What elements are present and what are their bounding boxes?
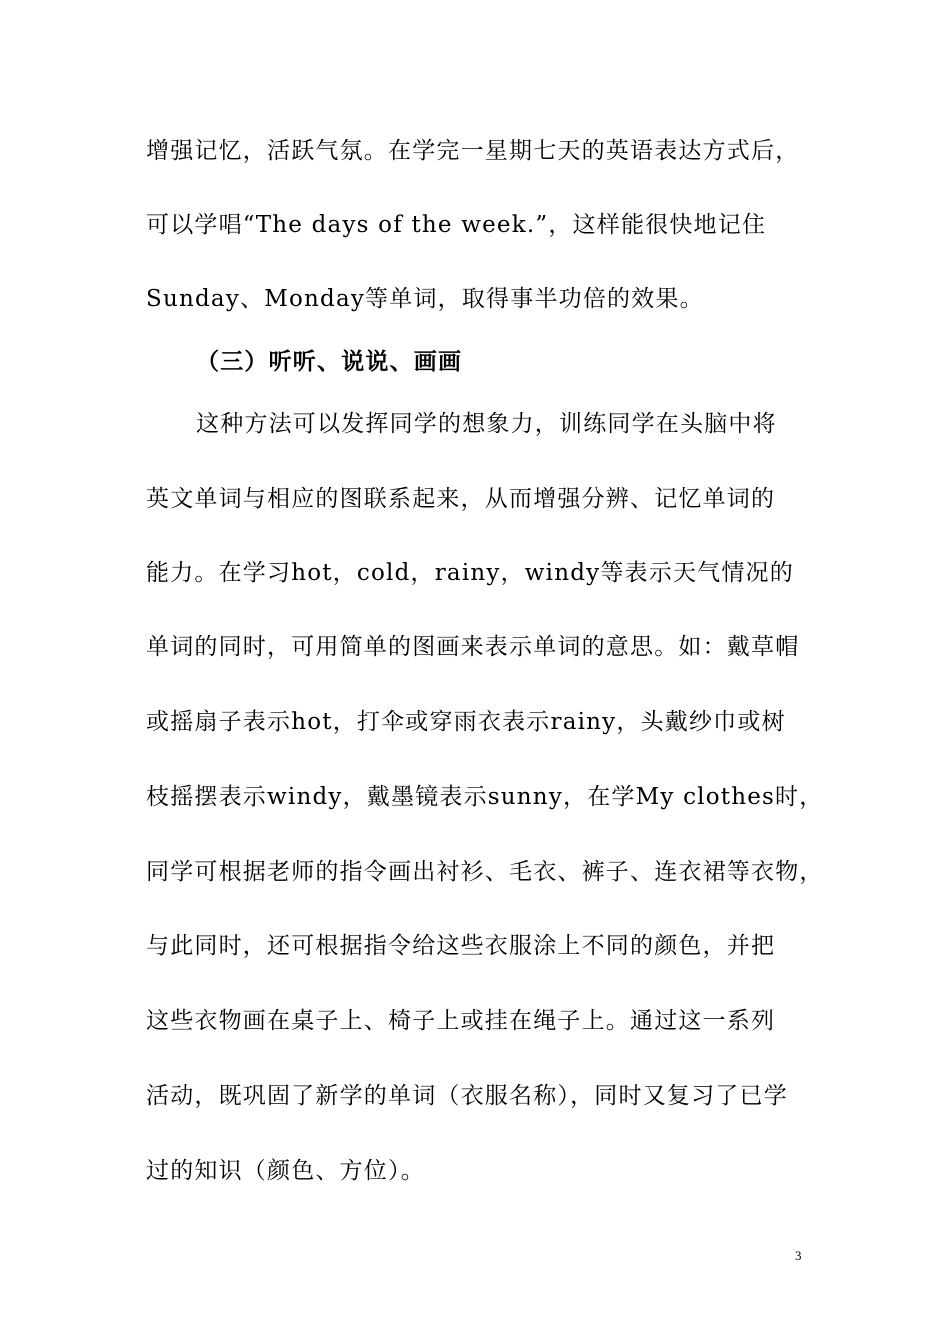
paragraph-1-line-1: 增强记忆，活跃气氛。在学完一星期七天的英语表达方式后，: [146, 138, 800, 164]
paragraph-2-line-2: 英文单词与相应的图联系起来，从而增强分辨、记忆单词的: [146, 486, 776, 512]
page-number: 3: [795, 1248, 802, 1263]
paragraph-2-line-8: 与此同时，还可根据指令给这些衣服涂上不同的颜色，并把: [146, 933, 776, 959]
paragraph-2-line-3: 能力。在学习hot，cold，rainy，windy等表示天气情况的: [146, 560, 794, 586]
section-heading: （三）听听、说说、画画: [196, 349, 463, 375]
paragraph-2-line-9: 这些衣物画在桌子上、椅子上或挂在绳子上。通过这一系列: [146, 1008, 776, 1034]
paragraph-1-line-2: 可以学唱“The days of the week.”，这样能很快地记住: [146, 212, 767, 238]
paragraph-1-line-3: Sunday、Monday等单词，取得事半功倍的效果。: [146, 286, 704, 312]
paragraph-2-line-1: 这种方法可以发挥同学的想象力，训练同学在头脑中将: [196, 411, 777, 437]
paragraph-2-line-10: 活动，既巩固了新学的单词（衣服名称），同时又复习了已学: [146, 1083, 788, 1109]
paragraph-2-line-5: 或摇扇子表示hot，打伞或穿雨衣表示rainy，头戴纱巾或树: [146, 709, 786, 735]
paragraph-2-line-4: 单词的同时，可用简单的图画来表示单词的意思。如：戴草帽: [146, 634, 800, 660]
paragraph-2-line-11: 过的知识（颜色、方位）。: [146, 1158, 425, 1184]
paragraph-2-line-7: 同学可根据老师的指令画出衬衫、毛衣、裤子、连衣裙等衣物，: [146, 859, 824, 885]
paragraph-2-line-6: 枝摇摆表示windy，戴墨镜表示sunny，在学My clothes时，: [146, 784, 824, 810]
